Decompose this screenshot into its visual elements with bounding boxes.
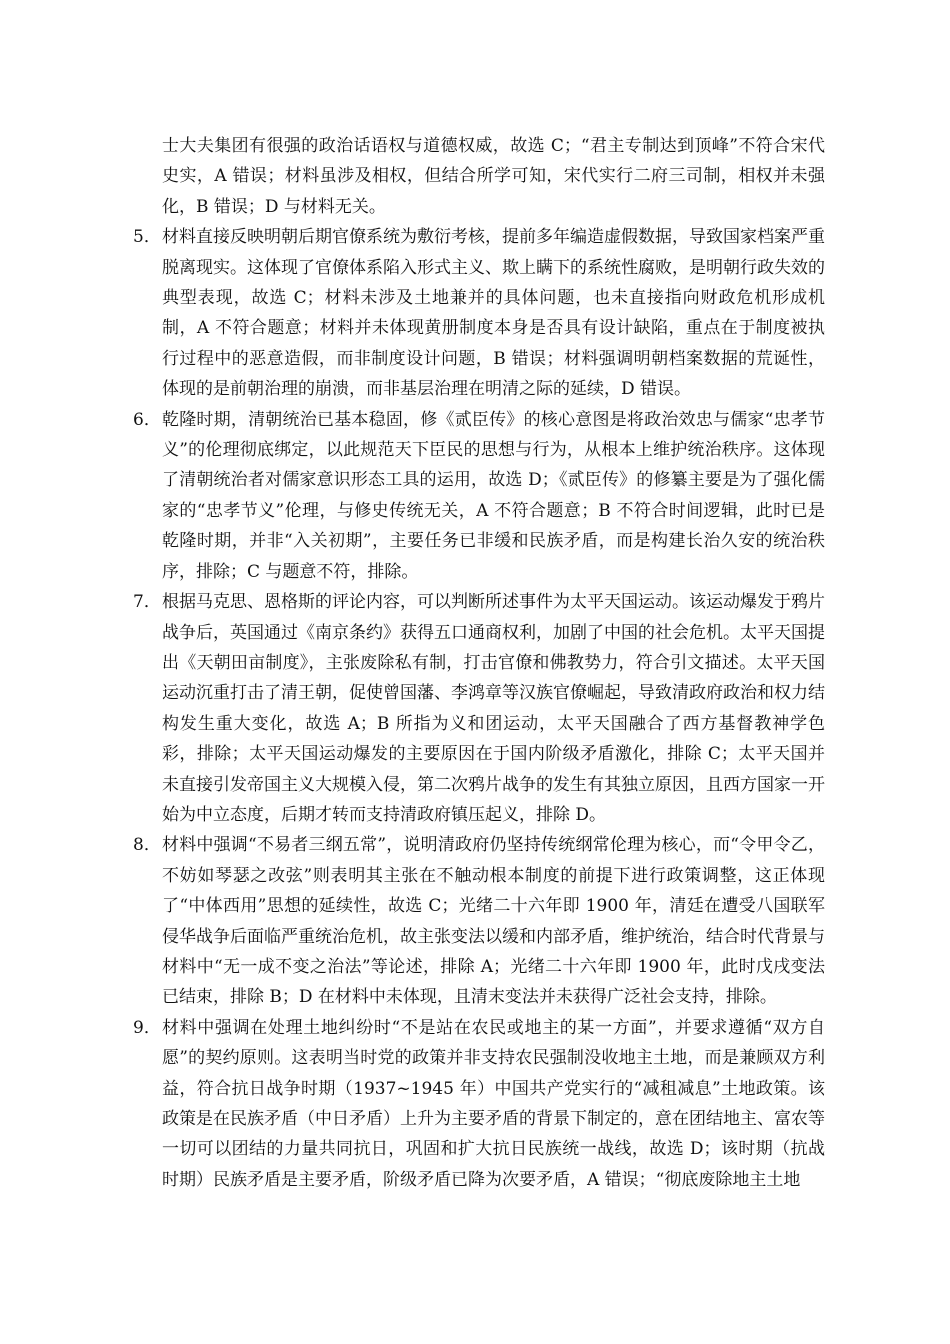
- paragraph-text: 士大夫集团有很强的政治话语权与道德权威，故选 C；“君主专制达到顶峰”不符合宋代史实，A 错误；材料虽涉及相权，但结合所学可知，宋代实行二府三司制，相权并未强化，B 错误；D 与材料无关。: [162, 136, 825, 217]
- question-number: 7．: [133, 592, 161, 613]
- paragraph-text: 材料直接反映明朝后期官僚系统为敷衍考核，提前多年编造虚假数据，导致国家档案严重脱离现实。这体现了官僚体系陷入形式主义、欺上瞒下的系统性腐败，是明朝行政失效的典型表现，故选 C；材料未涉及土地兼并的具体问题，也未直接指向财政危机形成机制，A 不符合题意；材料并未体现黄册制度本身是否具有设计缺陷，重点在于制度被执行过程中的恶意造假，而非制度设计问题，B 错误；材料强调明朝档案数据的荒诞性，体现的是前朝治理的崩溃，而非基层治理在明清之际的延续，D 错误。: [162, 227, 825, 400]
- question-number: 9．: [133, 1017, 161, 1038]
- paragraph-question-6: [133, 405, 825, 587]
- paragraph-text: 材料中强调“不易者三纲五常”，说明清政府仍坚持传统纲常伦理为核心，而“令甲令乙，不妨如琴瑟之改弦”则表明其主张在不触动根本制度的前提下进行政策调整，这正体现了“中体西用”思想的延续性，故选 C；光绪二十六年即 1900 年，清廷在遭受八国联军侵华战争后面临严重统治危机，故主张变法以缓和内部矛盾，维护统治，结合时代背景与材料中“无一成不变之治法”等论述，排除 A；光绪二十六年即 1900 年，此时戊戌变法已结束，排除 B；D 在材料中未体现，且清末变法并未获得广泛社会支持，排除。: [162, 835, 825, 1008]
- question-number: 6．: [133, 409, 161, 430]
- question-number: 5．: [133, 227, 161, 248]
- paragraph-question-7: [133, 587, 825, 830]
- paragraph-4-continuation: [133, 131, 825, 222]
- answer-explanations: [133, 131, 825, 1195]
- paragraph-question-8: [133, 830, 825, 1012]
- paragraph-text: 乾隆时期，清朝统治已基本稳固，修《贰臣传》的核心意图是将政治效忠与儒家“忠孝节义”的伦理彻底绑定，以此规范天下臣民的思想与行为，从根本上维护统治秩序。这体现了清朝统治者对儒家意识形态工具的运用，故选 D；《贰臣传》的修纂主要是为了强化儒家的“忠孝节义”伦理，与修史传统无关，A 不符合题意；B 不符合时间逻辑，此时已是乾隆时期，并非“入关初期”，主要任务已非缓和民族矛盾，而是构建长治久安的统治秩序，排除；C 与题意不符，排除。: [162, 409, 825, 582]
- question-number: 8．: [133, 835, 161, 856]
- paragraph-question-9: [133, 1013, 825, 1195]
- paragraph-text: 根据马克思、恩格斯的评论内容，可以判断所述事件为太平天国运动。该运动爆发于鸦片战争后，英国通过《南京条约》获得五口通商权利，加剧了中国的社会危机。太平天国提出《天朝田亩制度》，主张废除私有制，打击官僚和佛教势力，符合引文描述。太平天国运动沉重打击了清王朝，促使曾国藩、李鸿章等汉族官僚崛起，导致清政府政治和权力结构发生重大变化，故选 A；B 所指为义和团运动，太平天国融合了西方基督教神学色彩，排除；太平天国运动爆发的主要原因在于国内阶级矛盾激化，排除 C；太平天国并未直接引发帝国主义大规模入侵，第二次鸦片战争的发生有其独立原因，且西方国家一开始为中立态度，后期才转而支持清政府镇压起义，排除 D。: [162, 592, 825, 825]
- paragraph-text: 材料中强调在处理土地纠纷时“不是站在农民或地主的某一方面”，并要求遵循“双方自愿”的契约原则。这表明当时党的政策并非支持农民强制没收地主土地，而是兼顾双方利益，符合抗日战争时期（1937~1945 年）中国共产党实行的“减租减息”土地政策。该政策是在民族矛盾（中日矛盾）上升为主要矛盾的背景下制定的，意在团结地主、富农等一切可以团结的力量共同抗日，巩固和扩大抗日民族统一战线，故选 D；该时期（抗战时期）民族矛盾是主要矛盾，阶级矛盾已降为次要矛盾，A 错误；“彻底废除地主土地: [162, 1017, 825, 1190]
- paragraph-question-5: [133, 222, 825, 404]
